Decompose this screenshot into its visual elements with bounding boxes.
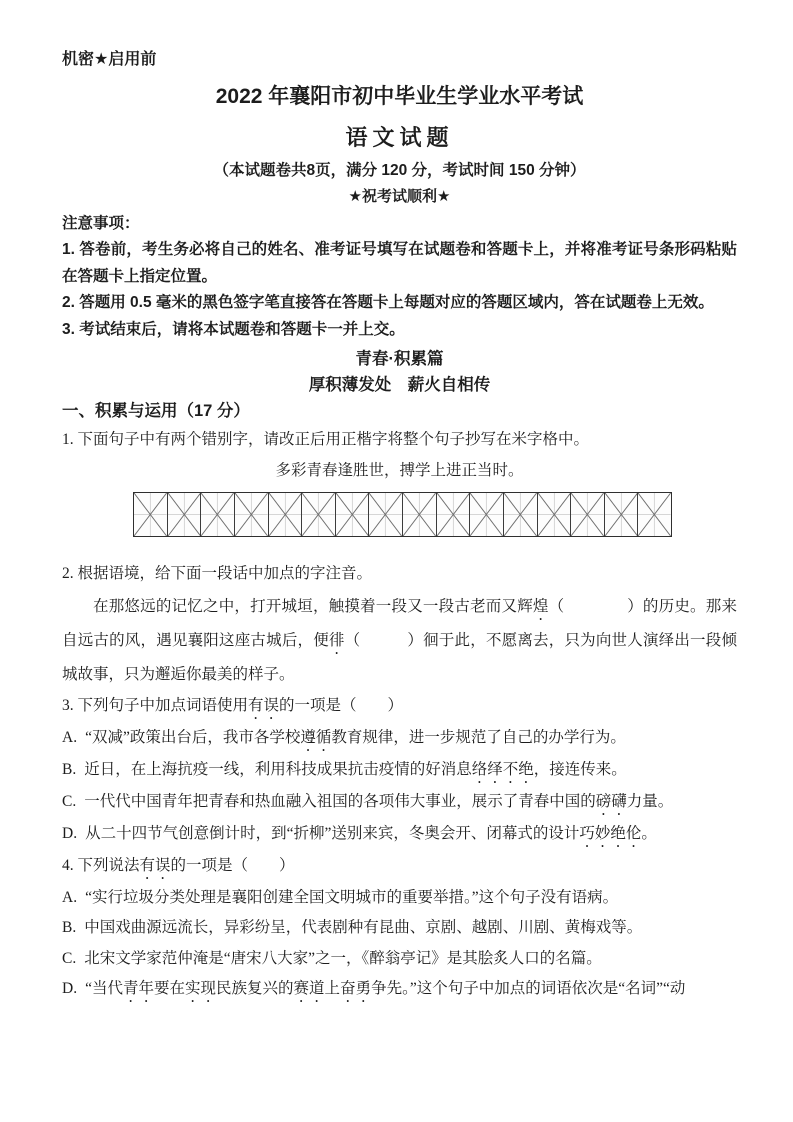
option-text: 中国戏曲源远流长，异彩纷呈，代表剧种有昆曲、京剧、越剧、川剧、黄梅戏等。	[84, 919, 643, 936]
option-text: “实行垃圾分类处理是襄阳创建全国文明城市的重要举措。”这个句子没有语病。	[85, 888, 619, 906]
option-text: 争先。”这个句子中加点的词语依次是“名词”“动	[371, 980, 686, 997]
stem-text: 的一项是（ ）	[279, 696, 404, 714]
mizige-cell	[403, 493, 437, 536]
option-text: 一代代中国青年把青春和热血融入祖国的各项伟大事业，展示了青春中国的	[84, 792, 596, 810]
exam-wish: ★祝考试顺利★	[348, 188, 451, 205]
unit-title: 青春·积累篇	[355, 350, 444, 368]
mizige-cell	[235, 493, 269, 536]
option-text: 。	[641, 824, 657, 842]
pinyin-blank-1: （ ）	[548, 597, 643, 615]
question-3-option-b	[62, 755, 737, 787]
exam-meta: （本试题卷共8页，满分 120 分，考试时间 150 分钟）	[213, 162, 586, 179]
option-text: 上	[324, 980, 341, 997]
question-3-option-d	[62, 819, 737, 851]
option-label: D.	[62, 980, 78, 997]
notice-item-1: 1. 答卷前，考生务必将自己的姓名、准考证号填写在试题卷和答题卡上，并将准考证号条形码粘贴在答题卡上指定位置。	[62, 241, 737, 285]
option-text: “双减”政策出台后，我市各学校	[85, 728, 301, 746]
question-2-passage	[62, 590, 737, 691]
option-label: D.	[62, 824, 78, 842]
mizige-cell	[571, 493, 605, 536]
option-text: 教育规律，进一步规范了自己的办学行为。	[331, 728, 626, 746]
mizige-cell	[605, 493, 639, 536]
option-text: 近日，在上海抗疫一线，利用科技成果抗击疫情的好消息	[84, 760, 472, 778]
option-label: B.	[62, 760, 77, 778]
dotted-word: 巧妙绝伦	[579, 824, 642, 842]
dotted-word: 实现	[185, 980, 217, 997]
mizige-cell	[302, 493, 336, 536]
mizige-cell	[336, 493, 370, 536]
notice-item-3: 3. 考试结束后，请将本试题卷和答题卡一并上交。	[62, 320, 405, 338]
mizige-cell	[134, 493, 168, 536]
question-4-option-c	[62, 944, 737, 975]
pinyin-blank-2: （ ）	[344, 631, 424, 649]
mizige-cell	[437, 493, 471, 536]
question-1-stem: 1. 下面句子中有两个错别字，请改正后用正楷字将整个句子抄写在米字格中。	[62, 431, 590, 448]
passage-text: 的历史。那来自远古的风，遇见襄阳这座古城后，便	[62, 597, 737, 649]
mizige-cell	[201, 493, 235, 536]
option-text: 要在	[153, 980, 185, 997]
stem-text: 的一项是（ ）	[170, 856, 295, 874]
option-label: A.	[62, 888, 78, 906]
dotted-word: 青年	[122, 980, 154, 997]
mizige-cell	[538, 493, 572, 536]
question-3-option-a	[62, 723, 737, 755]
option-text: 北宋文学家范仲淹是“唐宋八大家”之一，《醉翁亭记》是其脍炙人口的名篇。	[84, 949, 602, 967]
option-text: 力量。	[626, 792, 674, 810]
option-text: “当代	[85, 980, 123, 997]
question-4-stem	[62, 851, 737, 883]
stem-text: 3. 下列句子中加点词语使用	[62, 696, 249, 714]
dotted-word: 遵循	[300, 728, 332, 746]
option-label: A.	[62, 728, 78, 746]
stem-text: 4. 下列说法	[62, 856, 140, 874]
question-4-option-b	[62, 913, 737, 944]
option-text: 民族复兴的	[216, 980, 294, 997]
question-4-option-d	[62, 974, 737, 1006]
subject-title: 语文试题	[345, 125, 454, 150]
dotted-word: 有误	[139, 856, 171, 874]
dotted-char-huang: 煌	[532, 597, 549, 615]
mizige-cell	[638, 493, 671, 536]
question-4-option-a	[62, 883, 737, 914]
exam-title: 2022 年襄阳市初中毕业生学业水平考试	[215, 85, 584, 108]
passage-text: 徊于此，不愿离去，只为向世人演绎出一段倾城故事，只为邂逅你最美的样子。	[62, 631, 737, 683]
question-3-option-c	[62, 787, 737, 819]
mizige-cell	[504, 493, 538, 536]
part-1-heading: 一、积累与运用（17 分）	[62, 402, 250, 420]
dotted-char-pai: 徘	[328, 631, 345, 649]
question-3-stem	[62, 691, 737, 723]
dotted-word: 有误	[248, 696, 280, 714]
mizige-cell	[168, 493, 202, 536]
option-label: C.	[62, 949, 77, 967]
option-label: B.	[62, 919, 77, 936]
option-text: 从二十四节气创意倒计时，到“折柳”送别来宾，冬奥会开、闭幕式的设计	[85, 824, 580, 842]
unit-subtitle: 厚积薄发处 薪火自相传	[308, 376, 491, 394]
writing-grid	[133, 492, 672, 537]
classification-label: 机密★启用前	[62, 51, 157, 68]
dotted-word: 磅礴	[595, 792, 627, 810]
dotted-word: 奋勇	[340, 980, 372, 997]
question-1-sentence: 多彩青春逢胜世，搏学上进正当时。	[275, 461, 524, 479]
mizige-cell	[269, 493, 303, 536]
notice-item-2: 2. 答题用 0.5 毫米的黑色签字笔直接答在答题卡上每题对应的答题区域内，答在试题卷上无效。	[62, 294, 714, 311]
notices-heading: 注意事项：	[62, 215, 140, 232]
question-2-stem: 2. 根据语境，给下面一段话中加点的字注音。	[62, 565, 373, 582]
option-label: C.	[62, 792, 77, 810]
mizige-cell	[470, 493, 504, 536]
dotted-word: 络绎不绝	[471, 760, 534, 778]
option-text: ，接连传来。	[533, 760, 627, 778]
dotted-word: 赛道	[293, 980, 325, 997]
mizige-cell	[369, 493, 403, 536]
passage-text: 在那悠远的记忆之中，打开城垣，触摸着一段又一段古老而又辉	[93, 597, 533, 615]
